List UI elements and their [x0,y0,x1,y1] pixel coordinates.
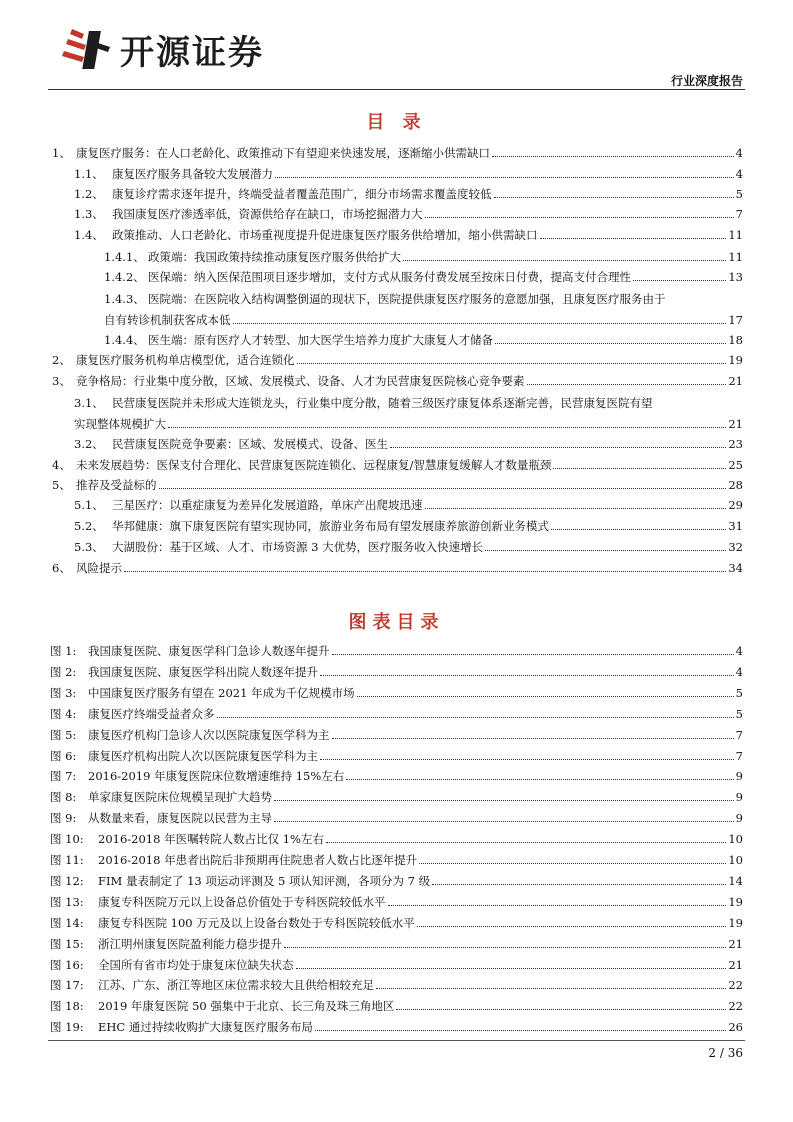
figure-leader-dots [217,717,734,718]
toc-number: 1、 [52,146,71,160]
figure-page: 7 [735,728,743,742]
figure-leader-dots [320,759,734,760]
figure-text: 2016-2018 年患者出院后非预期再住院患者人数占比逐年提升 [98,853,418,867]
figure-number: 图 12: [50,874,84,888]
toc-line [74,187,743,201]
toc-leader-dots [540,238,727,239]
figure-number: 图 16: [50,958,84,972]
company-name: 开源证券 [120,32,264,73]
toc-number: 5、 [52,478,71,492]
figure-text: 中国康复医疗服务有望在 2021 年成为千亿规模市场 [88,686,355,700]
toc-line [74,498,743,512]
toc-text: 医保端：纳入医保范围项目逐步增加，支付方式从服务付费发展至按床日付费，提高支付合理性 [148,270,631,284]
toc-text: 我国康复医疗渗透率低，资源供给存在缺口，市场挖掘潜力大 [112,207,423,221]
figure-number: 图 9: [50,811,77,825]
figure-number: 图 7: [50,769,77,783]
toc-number: 1.4.3、 [104,292,145,306]
figure-leader-dots [357,696,734,697]
toc-text: 三星医疗：以重症康复为差异化发展道路，单床产出爬坡迅速 [112,498,423,512]
figure-text: 康复专科医院万元以上设备总价值处于专科医院较低水平 [98,895,386,909]
figure-page: 7 [735,749,743,763]
toc-text: 民营康复医院并未形成大连锁龙头，行业集中度分散，随着三级医疗康复体系逐渐完善，民营康复医院有望 [112,396,653,410]
figure-page: 21 [728,958,743,972]
report-type-label: 行业深度报告 [670,74,743,88]
footer-divider [48,1040,745,1041]
toc-leader-dots [494,197,734,198]
toc-line [52,458,743,472]
figure-line [50,958,743,972]
figure-text: 2019 年康复医院 50 强集中于北京、长三角及珠三角地区 [98,999,395,1013]
figure-leader-dots [274,821,734,822]
toc-number: 6、 [52,561,71,575]
figure-line [50,665,743,679]
toc-page: 4 [735,146,743,160]
figure-line [50,832,743,846]
figure-line [50,790,743,804]
figure-page: 5 [735,707,743,721]
figure-leader-dots [296,968,727,969]
toc-text: 医院端：在医院收入结构调整倒逼的现状下，医院提供康复医疗服务的意愿加强，且康复医疗服务由于 [148,292,666,306]
toc-leader-dots [551,529,726,530]
toc-line [74,167,743,181]
figure-leader-dots [326,842,726,843]
toc-line [74,207,743,221]
toc-page: 32 [728,540,743,554]
toc-title: 目 录 [366,112,427,133]
toc-page: 21 [728,417,743,431]
figure-page: 19 [728,895,743,909]
toc-text-continued: 自有转诊机制获客成本低 [104,313,231,327]
toc-line-continued [104,313,743,327]
toc-number: 5.2、 [74,519,104,533]
figure-text: 我国康复医院、康复医学科出院人数逐年提升 [88,665,318,679]
figure-leader-dots [419,863,726,864]
figure-page: 10 [728,853,743,867]
figure-line [50,707,743,721]
toc-line [52,146,743,160]
figures-toc-title: 图表目录 [348,612,445,633]
toc-text: 医生端：原有医疗人才转型、加大医学生培养力度扩大康复人才储备 [148,333,493,347]
toc-line [104,292,743,306]
figure-number: 图 4: [50,707,77,721]
figure-line [50,853,743,867]
toc-number: 1.1、 [74,167,104,181]
toc-line [74,437,743,451]
toc-page: 17 [728,313,743,327]
figure-line [50,811,743,825]
toc-line [104,250,743,264]
figure-page: 5 [735,686,743,700]
figure-page: 9 [735,790,743,804]
figure-page: 26 [728,1020,743,1034]
header-divider [48,89,745,90]
toc-number: 1.4.1、 [104,250,145,264]
figure-leader-dots [274,800,734,801]
figure-number: 图 13: [50,895,84,909]
toc-number: 1.2、 [74,187,104,201]
toc-leader-dots [425,217,734,218]
toc-leader-dots [527,384,727,385]
toc-leader-dots [492,156,734,157]
toc-number: 4、 [52,458,71,472]
figure-line [50,978,743,992]
figure-text: 2016-2019 年康复医院床位数增速维持 15%左右 [88,769,345,783]
toc-page: 7 [735,207,743,221]
figure-line [50,874,743,888]
toc-text: 康复诊疗需求逐年提升，终端受益者覆盖范围广，细分市场需求覆盖度较低 [112,187,492,201]
toc-leader-dots [159,488,727,489]
toc-text: 康复医疗服务：在人口老龄化、政策推动下有望迎来快速发展，逐渐缩小供需缺口 [76,146,490,160]
figure-text: 康复医疗机构门急诊人次以医院康复医学科为主 [88,728,330,742]
toc-leader-dots [297,363,727,364]
figure-leader-dots [346,779,733,780]
toc-line [52,478,743,492]
figure-text: 2016-2018 年医嘱转院人数占比仅 1%左右 [98,832,324,846]
logo-mark-icon [62,25,112,73]
figure-leader-dots [320,675,734,676]
figure-page: 14 [728,874,743,888]
toc-line [74,540,743,554]
company-logo [62,24,264,74]
toc-number: 3.1、 [74,396,104,410]
toc-page: 31 [728,519,743,533]
toc-text: 华邦健康：旗下康复医院有望实现协同，旅游业务布局有望发展康养旅游创新业务模式 [112,519,549,533]
figure-number: 图 5: [50,728,77,742]
toc-line [52,353,743,367]
figure-leader-dots [315,1030,726,1031]
toc-text: 推荐及受益标的 [76,478,157,492]
toc-number: 5.3、 [74,540,104,554]
figure-line [50,916,743,930]
figure-leader-dots [396,1009,726,1010]
figure-leader-dots [376,988,726,989]
toc-page: 11 [728,228,743,242]
toc-text: 民营康复医院竞争要素：区域、发展模式、设备、医生 [112,437,388,451]
toc-text: 未来发展趋势：医保支付合理化、民营康复医院连锁化、远程康复/智慧康复缓解人才数量瓶颈 [76,458,552,472]
toc-page: 28 [728,478,743,492]
toc-leader-dots [633,280,726,281]
figure-number: 图 1: [50,644,77,658]
toc-page: 18 [728,333,743,347]
figure-page: 22 [728,999,743,1013]
figure-line [50,728,743,742]
toc-number: 1.3、 [74,207,104,221]
toc-page: 11 [728,250,743,264]
toc-text: 政策推动、人口老龄化、市场重视度提升促进康复医疗服务供给增加，缩小供需缺口 [112,228,538,242]
toc-leader-dots [233,323,727,324]
figure-text: 我国康复医院、康复医学科门急诊人数逐年提升 [88,644,330,658]
toc-leader-dots [495,343,726,344]
figure-number: 图 18: [50,999,84,1013]
toc-page: 25 [728,458,743,472]
figure-number: 图 14: [50,916,84,930]
toc-number: 2、 [52,353,71,367]
figure-line [50,749,743,763]
figure-line [50,644,743,658]
figure-page: 9 [735,811,743,825]
toc-text: 康复医疗服务机构单店模型优，适合连锁化 [76,353,295,367]
figure-line [50,1020,743,1034]
toc-leader-dots [553,468,726,469]
figure-number: 图 3: [50,686,77,700]
figure-text: 从数量来看，康复医院以民营为主导 [88,811,272,825]
figure-text: EHC 通过持续收购扩大康复医疗服务布局 [98,1020,313,1034]
figure-page: 19 [728,916,743,930]
toc-leader-dots [168,427,726,428]
toc-page: 4 [735,167,743,181]
figure-leader-dots [332,654,734,655]
figure-leader-dots [417,926,727,927]
toc-page: 29 [728,498,743,512]
figure-text: 全国所有省市均处于康复床位缺失状态 [98,958,294,972]
toc-leader-dots [390,447,726,448]
toc-leader-dots [425,508,727,509]
figure-leader-dots [432,884,726,885]
figure-number: 图 11: [50,853,84,867]
toc-line-continued [74,417,743,431]
figure-number: 图 2: [50,665,77,679]
figure-page: 21 [728,937,743,951]
toc-line [52,374,743,388]
figure-line [50,937,743,951]
toc-number: 1.4.2、 [104,270,145,284]
toc-page: 23 [728,437,743,451]
toc-line [104,270,743,284]
toc-leader-dots [485,550,726,551]
toc-number: 3.2、 [74,437,104,451]
toc-number: 1.4、 [74,228,104,242]
figure-line [50,769,743,783]
figure-line [50,999,743,1013]
toc-leader-dots [124,571,726,572]
figure-page: 4 [735,644,743,658]
figure-number: 图 8: [50,790,77,804]
figure-text: FIM 量表制定了 13 项运动评测及 5 项认知评测，各项分为 7 级 [98,874,431,888]
figure-page: 10 [728,832,743,846]
toc-line [52,561,743,575]
toc-line [74,519,743,533]
figure-text: 康复医疗终端受益者众多 [88,707,215,721]
figure-text: 浙江明州康复医院盈利能力稳步提升 [98,937,282,951]
toc-page: 34 [728,561,743,575]
toc-text-continued: 实现整体规模扩大 [74,417,166,431]
figure-page: 4 [735,665,743,679]
figure-text: 单家康复医院床位规模呈现扩大趋势 [88,790,272,804]
toc-line [104,333,743,347]
toc-line [74,396,743,410]
figure-leader-dots [388,905,727,906]
figure-number: 图 10: [50,832,84,846]
figure-text: 康复医疗机构出院人次以医院康复医学科为主 [88,749,318,763]
page-number: 2 / 36 [708,1046,743,1060]
toc-text: 康复医疗服务具备较大发展潜力 [112,167,273,181]
figure-text: 江苏、广东、浙江等地区床位需求较大且供给相较充足 [98,978,374,992]
toc-line [74,228,743,242]
figure-page: 22 [728,978,743,992]
figure-number: 图 15: [50,937,84,951]
figure-line [50,686,743,700]
figure-line [50,895,743,909]
toc-page: 19 [728,353,743,367]
toc-page: 21 [728,374,743,388]
toc-leader-dots [275,177,734,178]
toc-number: 1.4.4、 [104,333,145,347]
figure-leader-dots [284,947,726,948]
figure-leader-dots [332,738,734,739]
figure-text: 康复专科医院 100 万元及以上设备台数处于专科医院较低水平 [98,916,415,930]
figure-number: 图 17: [50,978,84,992]
toc-text: 风险提示 [76,561,122,575]
toc-page: 5 [735,187,743,201]
figure-page: 9 [735,769,743,783]
figure-number: 图 19: [50,1020,84,1034]
toc-text: 大湖股份：基于区域、人才、市场资源 3 大优势，医疗服务收入快速增长 [112,540,484,554]
toc-page: 13 [728,270,743,284]
figure-number: 图 6: [50,749,77,763]
toc-text: 政策端：我国政策持续推动康复医疗服务供给扩大 [148,250,401,264]
toc-number: 3、 [52,374,71,388]
toc-leader-dots [403,260,726,261]
toc-number: 5.1、 [74,498,104,512]
toc-text: 竞争格局：行业集中度分散，区域、发展模式、设备、人才为民营康复医院核心竞争要素 [76,374,525,388]
